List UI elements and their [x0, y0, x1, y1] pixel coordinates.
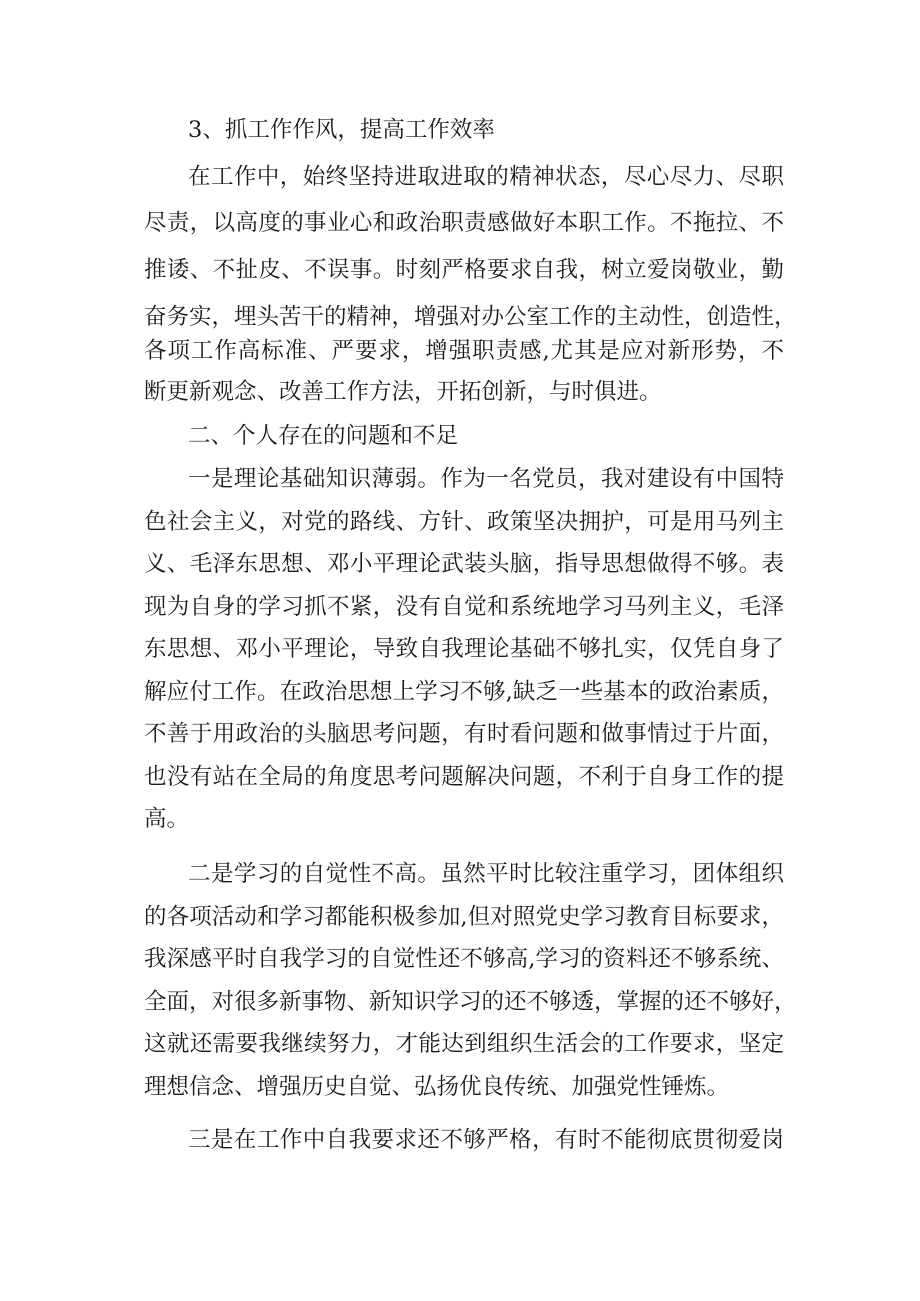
paragraph-line: 推诿、不扯皮、不误事。时刻严格要求自我，树立爱岗敬业，勤	[144, 257, 784, 283]
section-heading-work-style: 3、抓工作作风，提高工作效率	[188, 117, 495, 143]
paragraph-line: 这就还需要我继续努力，才能达到组织生活会的工作要求，坚定	[144, 1031, 784, 1057]
paragraph-line: 色社会主义，对党的路线、方针、政策坚决拥护，可是用马列主	[144, 509, 784, 535]
paragraph-line: 不善于用政治的头脑思考问题，有时看问题和做事情过于片面，	[144, 721, 784, 747]
paragraph-line: 一是理论基础知识薄弱。作为一名党员，我对建设有中国特	[188, 466, 784, 492]
paragraph-line: 断更新观念、改善工作方法，开拓创新，与时俱进。	[144, 379, 662, 405]
paragraph-line: 二是学习的自觉性不高。虽然平时比较注重学习，团体组织	[188, 861, 784, 887]
paragraph-line: 解应付工作。在政治思想上学习不够,缺乏一些基本的政治素质，	[144, 679, 784, 705]
paragraph-line: 东思想、邓小平理论，导致自我理论基础不够扎实，仅凭自身了	[144, 636, 784, 662]
paragraph-line: 三是在工作中自我要求还不够严格，有时不能彻底贯彻爱岗	[188, 1127, 784, 1153]
paragraph-line: 高。	[144, 806, 190, 832]
paragraph-line: 全面，对很多新事物、新知识学习的还不够透，掌握的还不够好，	[144, 989, 797, 1015]
paragraph-line: 各项工作高标准、严要求，增强职责感,尤其是应对新形势，不	[144, 338, 784, 364]
paragraph-line: 也没有站在全局的角度思考问题解决问题，不利于自身工作的提	[144, 764, 784, 790]
paragraph-line: 在工作中，始终坚持进取进取的精神状态，尽心尽力、尽职	[188, 164, 784, 190]
section-heading-problems: 二、个人存在的问题和不足	[188, 423, 459, 449]
paragraph-line: 我深感平时自我学习的自觉性还不够高,学习的资料还不够系统、	[144, 946, 784, 972]
paragraph-line: 的各项活动和学习都能积极参加,但对照党史学习教育目标要求，	[144, 904, 784, 930]
paragraph-line: 现为自身的学习抓不紧，没有自觉和系统地学习马列主义，毛泽	[144, 594, 784, 620]
paragraph-line: 理想信念、增强历史自觉、弘扬优良传统、加强党性锤炼。	[144, 1074, 730, 1100]
paragraph-line: 尽责，以高度的事业心和政治职责感做好本职工作。不拖拉、不	[144, 210, 784, 236]
paragraph-line: 奋务实，埋头苦干的精神，增强对办公室工作的主动性，创造性，	[144, 304, 797, 330]
paragraph-line: 义、毛泽东思想、邓小平理论武装头脑，指导思想做得不够。表	[144, 551, 784, 577]
